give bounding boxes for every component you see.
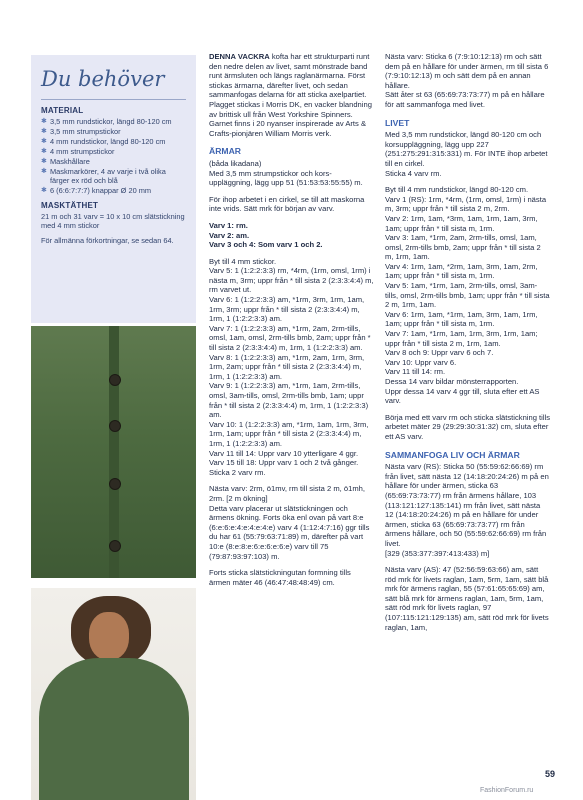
list-item: ✱ 3,5 mm strumpstickor [41, 127, 121, 136]
material-list [41, 117, 186, 195]
cardigan-closeup-photo [31, 326, 196, 578]
gauge-text: 21 m och 31 varv = 10 x 10 cm slätstickning med 4 mm stickor [41, 212, 185, 231]
sleeves-holders: Nästa varv: Sticka 6 (7:9:10:12:13) rm och sätt dem på en hållare för under ärmen, rm till sista 6 (7:9:10:12:13) m och sätt dem på en annan hållare. Sätt åter st 63 (65:69:73:73:77) m på en hållare för att sammanfoga med livet. [385, 52, 549, 109]
material-heading: MATERIAL [41, 106, 84, 115]
join-heading: SAMMANFOGA LIV OCH ÄRMAR [385, 449, 520, 460]
model-photo [31, 588, 196, 800]
list-item: ✱ Maskhållare [41, 157, 90, 166]
watermark: FashionForum.ru [480, 787, 534, 794]
star-bullet-icon: ✱ [41, 158, 47, 165]
sleeves-rows-1-4: Varv 1: rm. Varv 2: am. Varv 3 och 4: Som varv 1 och 2. [209, 220, 323, 250]
body-cast-on: Med 3,5 mm rundstickor, längd 80-120 cm och korsuppläggning, lägg upp 227 (251:275:291:315:331) m. För INTE ihop arbetet till en cirkel. Sticka 4 varv rm. [385, 130, 548, 178]
button-icon [109, 420, 121, 432]
sidebar-divider [41, 99, 186, 100]
list-item: ✱ 6 (6:6:7:7:7) knappar Ø 20 mm [41, 186, 152, 195]
star-bullet-icon: ✱ [41, 128, 47, 135]
list-item: ✱ 4 mm strumpstickor [41, 147, 115, 156]
join-row-rs: Nästa varv (RS): Sticka 50 (55:59:62:66:69) rm från livet, sätt nästa 12 (14:18:20:24:26) m på en hållare för under ärmen, sticka 63 (65:69:73:73:77) rm från ärmens hållare, 103 (113:121:127:135:141) rm från livet, sätt nästa 12 (14:18:20:24:26) m på en hållare för under ärmen, sticka 63 (65:69:73:73:77) rm från ärmens hållare, och 50 (55:59:62:66:69) rm från livet. [329 (353:377:397:413:433) m] [385, 462, 549, 558]
list-item: ✱ 4 mm rundstickor, längd 80-120 cm [41, 137, 166, 146]
body-stockinette: Börja med ett varv rm och sticka slätstickning tills arbetet mäter 29 (29:29:30:31:32) cm, sluta efter ett AS varv. [385, 412, 551, 441]
model-face [89, 612, 129, 660]
button-icon [109, 478, 121, 490]
star-bullet-icon: ✱ [41, 118, 47, 125]
sleeves-join: För ihop arbetet i en cirkel, se till att maskorna inte vrids. Sätt mrk för början av varv. [209, 194, 365, 214]
page-number: 59 [545, 769, 556, 779]
join-row-ws: Nästa varv (AS): 47 (52:56:59:63:66) am, sätt röd mrk för livets raglan, 1am, 5rm, 1am, sätt blå mrk för ärmens raglan, 55 (57:61:65:65:69) am, sätt blå mrk för ärmens raglan, 1am, 5rm, 1am, sätt röd mrk för livets raglan, 97 (107:115:121:129:135) am, sätt röd mrk för livets raglan, 1am, [385, 565, 549, 632]
star-bullet-icon: ✱ [41, 138, 47, 145]
model-cardigan [39, 658, 189, 800]
sidebar-title: Du behöver [41, 67, 165, 91]
star-bullet-icon: ✱ [41, 168, 47, 175]
abbreviations-note: För allmänna förkortningar, se sedan 64. [41, 236, 174, 246]
body-pattern-rows: Byt till 4 mm rundstickor, längd 80-120 cm. Varv 1 (RS): 1rm, *4rm, (1rm, omsl, 1rm) i nästa m, 3rm; uppr från * till sista 2 m, 2rm. Varv 2: 1rm, 1am, *3rm, 1am, 1rm, 1am, 3rm, 1am; uppr från * till sista m, 1rm. Varv 3: 1am, *1rm, 2am, 2rm-tills, omsl, 1am, omsl, 2rm-tills bmb, 2am; uppr från * till sista 2 m, 1rm, 1am. Varv 4: 1rm, 1am, *2rm, 1am, 3rm, 1am, 2rm, 1am; uppr från * till sista m, 1rm. Varv 5: 1am, *1rm, 1am, 2rm-tills, omsl, 3am-tills, omsl, 2rm-tills bmb, 1am; uppr från * till sista 2 m, 1rm, 1am. Varv 6: 1rm, 1am, *1rm, 1am, 3rm, 1am, 1rm, 1am; uppr från * till sista m, 1rm. Varv 7: 1am, *1rm, 1am, 1rm, 3rm, 1rm, 1am; uppr från * till sista 2 m, 1rm, 1am. Varv 8 och 9: Uppr varv 6 och 7. Varv 10: Uppr varv 6. Varv 11 till 14: rm. Dessa 14 varv bildar mönsterrapporten. Uppr dessa 14 varv 4 ggr till, sluta efter ett AS varv. [385, 185, 550, 406]
star-bullet-icon: ✱ [41, 187, 47, 194]
list-item: ✱ Maskmarkörer, 4 av varje i två olika färger ex röd och blå [41, 167, 166, 185]
list-item: ✱ 3,5 mm rundstickor, längd 80-120 cm [41, 117, 172, 126]
sleeves-heading: ÄRMAR [209, 146, 241, 157]
sleeves-finish: Forts sticka slätstickningutan formning tills ärmen mäter 46 (46:47:48:48:49) cm. [209, 568, 351, 587]
star-bullet-icon: ✱ [41, 148, 47, 155]
pattern-column-middle [209, 52, 374, 594]
intro-paragraph: DENNA VACKRA kofta har ett strukturparti runt den nedre delen av livet, samt mönstrade band runt ärmsluten och längs raglanärmarna. Först stickas ärmarna, därefter livet, och sedan sammanfogas delarna för att sticka axelpartiet. Plagget stickas i Morris DK, en vacker blandning av brittisk ull från West Yorkshire Spinners. Garnet finns i 20 nyanser inspirerade av Arts & Crafts-pionjären William Morris verk. [209, 52, 372, 138]
button-icon [109, 540, 121, 552]
sleeves-increase: Nästa varv: 2rm, ö1mv, rm till sista 2 m, ö1mh, 2rm. [2 m ökning] Detta varv placerar ut slätstickningen och ärmens ökning. Forts öka enl ovan på vart 8:e (6:e:6:e:4:e:4:e:4:e) varv 4 (1:12:4:7:16) ggr tills du har 61 (55:79:63:71:89) m, därefter på vart 10:e (8:e:8:e:6:e:6:e:6:e) varv till 75 (79:87:93:97:103) m. [209, 484, 370, 561]
gauge-heading: MASKTÄTHET [41, 201, 99, 210]
pattern-column-right [385, 52, 550, 639]
sleeves-rows-5-18: Byt till 4 mm stickor. Varv 5: 1 (1:2:2:3:3) rm, *4rm, (1rm, omsl, 1rm) i nästa m, 3rm; uppr från * till sista 2 (2:3:3:4:4) m, rm varvet ut. Varv 6: 1 (1:2:2:3:3) am, *1rm, 3rm, 1rm, 1am, 1rm, 3rm; uppr från * till sista 2 (2:3:3:4:4) m, 1rm, 1 (1:2:2:3:3) am. Varv 7: 1 (1:2:2:3:3) am, *1rm, 2am, 2rm-tills, omsl, 1am, omsl, 2rm-tills bmb, 2am; uppr från * till sista 2 (2:3:3:4:4) m, 1rm, 1 (1:2:2:3:3) am. Varv 8: 1 (1:2:2:3:3) am, *1rm, 2am, 1rm, 3rm, 1rm, 2am; uppr från * till sista 2 (2:3:3:4:4) m, 1rm, 1 (1:2:2:3:3) am. Varv 9: 1 (1:2:2:3:3) am, *1rm, 1am, 2rm-tills, omsl, 3am-tills, omsl, 2rm-tills bmb, 1am; uppr från * till sista 2 (2:3:3:4:4) m, 1rm, 1 (1:2:2:3:3) am. Varv 10: 1 (1:2:2:3:3) am, *1rm, 1am, 1rm, 3rm, 1rm, 1am; uppr från * till sista 2 (2:3:3:4:4) m, 1rm, 1 (1:2:2:3:3) am. Varv 11 till 14: Uppr varv 10 ytterligare 4 ggr. Varv 15 till 18: Uppr varv 1 och 2 två gånger. Sticka 2 varv rm. [209, 256, 374, 477]
sleeves-cast-on: Med 3,5 mm strumpstickor och kors-uppläggning, lägg upp 51 (51:53:53:55:55) m. [209, 168, 363, 188]
sleeves-subtitle: (båda likadana) [209, 158, 262, 168]
materials-sidebar [31, 55, 196, 323]
button-icon [109, 374, 121, 386]
body-heading: LIVET [385, 117, 410, 128]
